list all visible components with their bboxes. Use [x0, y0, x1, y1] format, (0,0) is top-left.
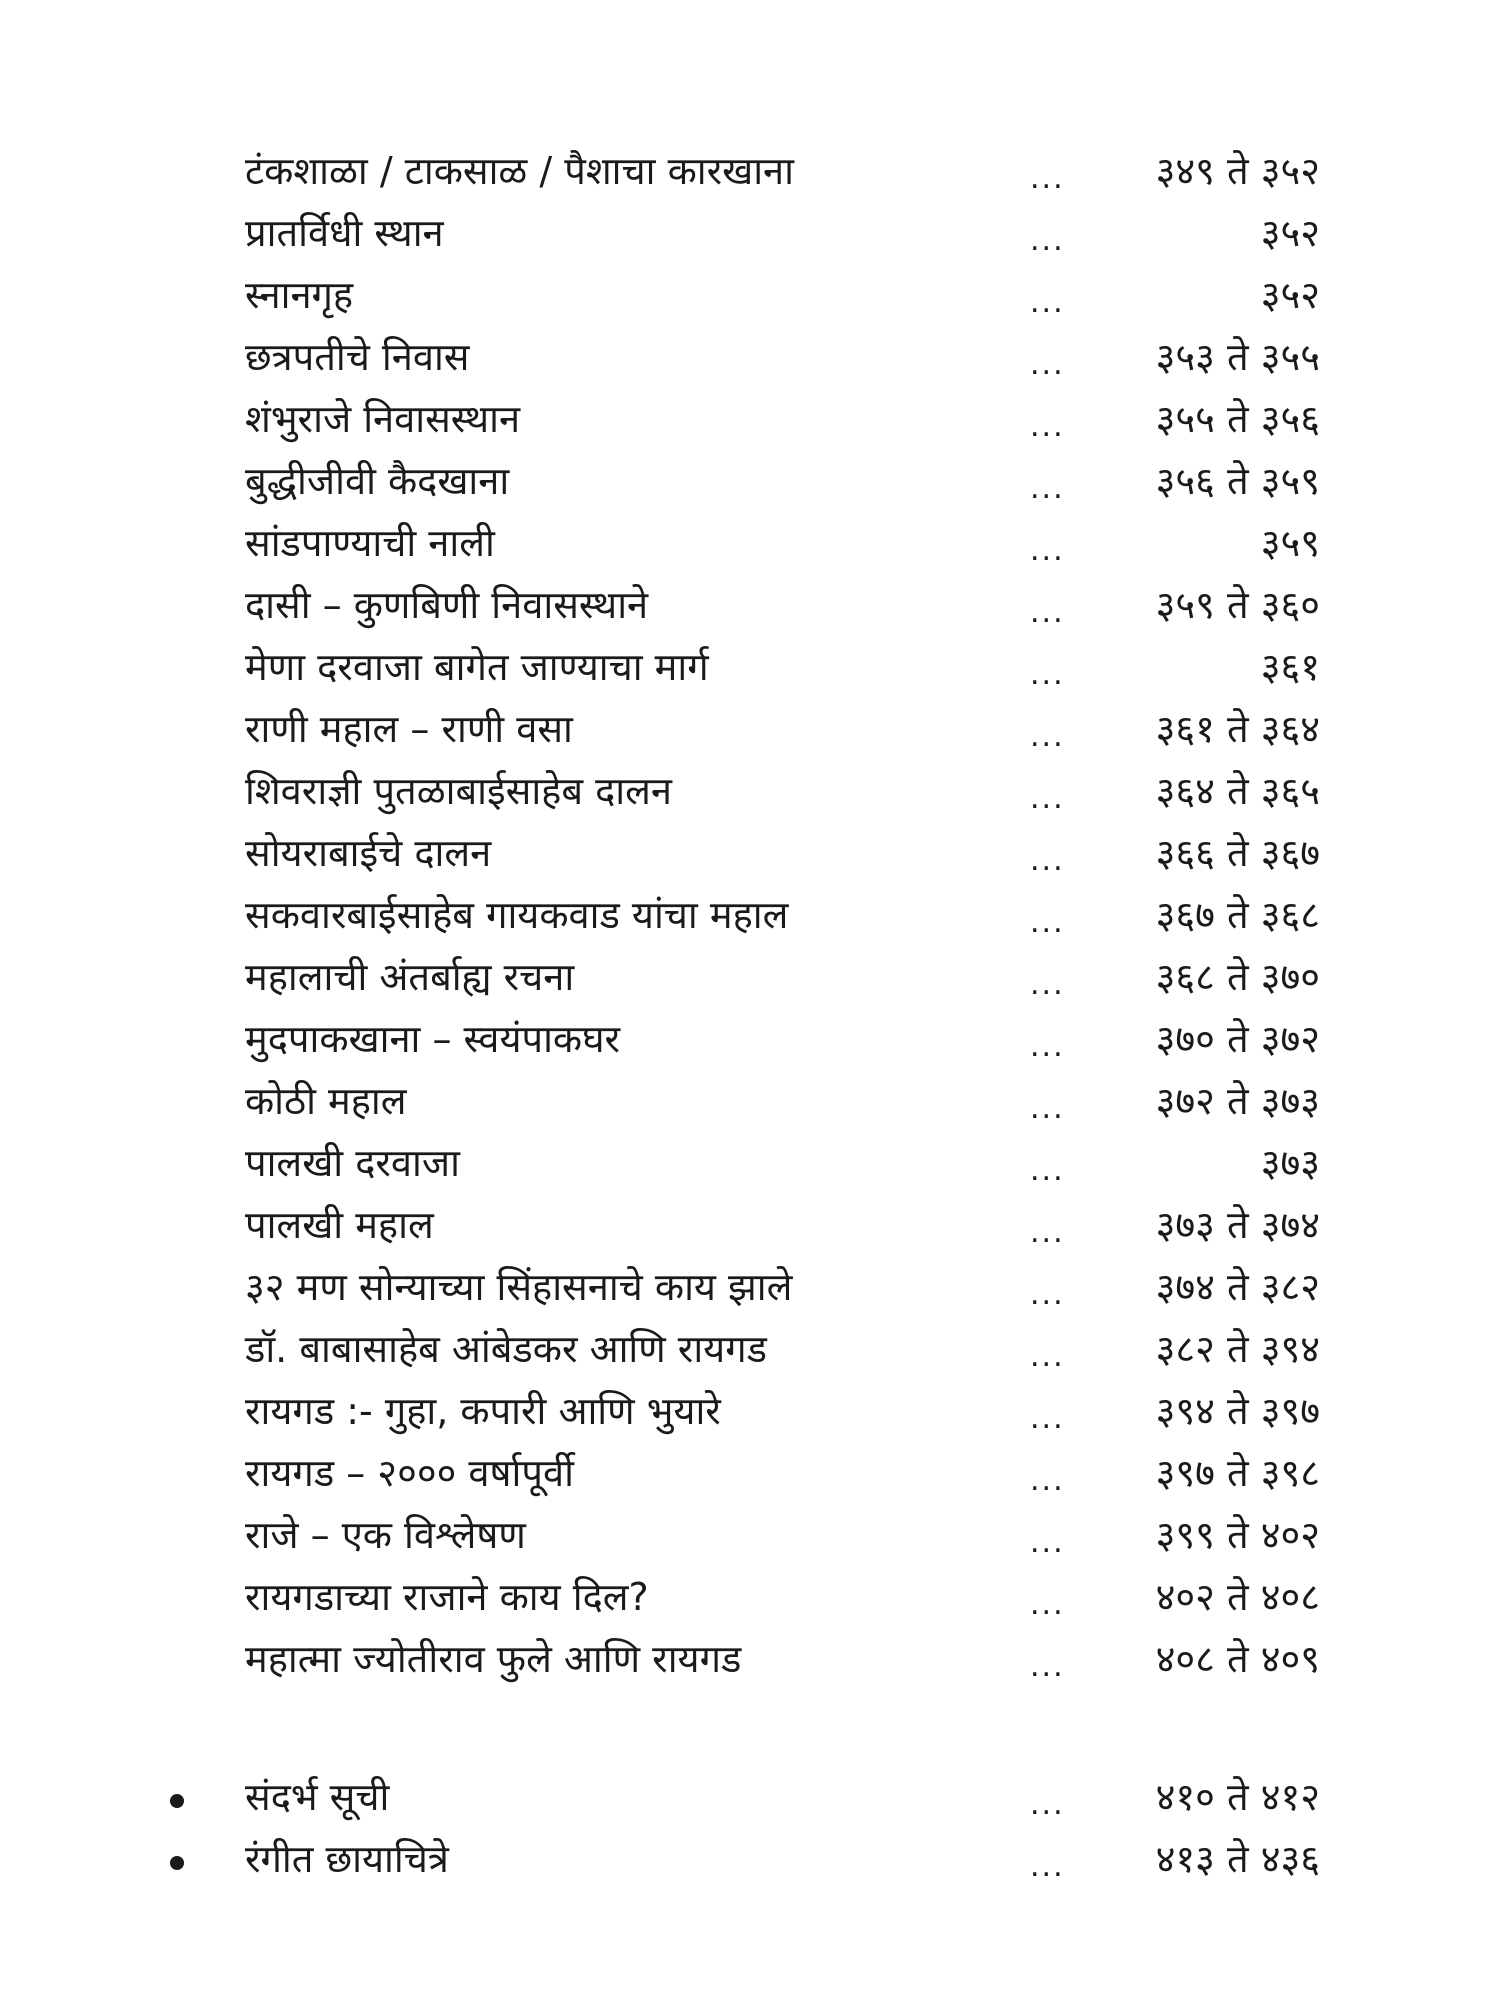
toc-entry	[0, 1566, 1500, 1628]
toc-entry	[0, 760, 1500, 822]
toc-entry	[0, 1380, 1500, 1442]
toc-entry-pages: ४१३ ते ४३६	[1155, 1837, 1320, 1881]
bullet-icon	[170, 1794, 184, 1808]
toc-entry-title: स्नानगृह	[245, 273, 354, 317]
toc-entry	[0, 1318, 1500, 1380]
toc-entry-pages: ३९७ ते ३९८	[1155, 1451, 1320, 1495]
toc-entry	[0, 1256, 1500, 1318]
toc-entry-leader: ...	[1030, 471, 1065, 506]
toc-entry-title: दासी – कुणबिणी निवासस्थाने	[245, 583, 649, 627]
toc-entry-title: डॉ. बाबासाहेब आंबेडकर आणि रायगड	[245, 1327, 767, 1371]
bullet-icon	[170, 1856, 184, 1870]
toc-entry-pages: ३६८ ते ३७०	[1155, 955, 1320, 999]
toc-entry-leader: ...	[1030, 347, 1065, 382]
toc-entry	[0, 326, 1500, 388]
toc-entry	[0, 1442, 1500, 1504]
toc-entry-pages: ३५६ ते ३५९	[1155, 459, 1320, 503]
toc-bullet-entry	[0, 1828, 1500, 1890]
toc-entry-title: शिवराज्ञी पुतळाबाईसाहेब दालन	[245, 769, 672, 813]
toc-entry	[0, 1504, 1500, 1566]
toc-entry	[0, 140, 1500, 202]
toc-entry-leader: ...	[1030, 223, 1065, 258]
toc-entry-leader: ...	[1030, 843, 1065, 878]
toc-entry	[0, 450, 1500, 512]
toc-entry-pages: ३५९ ते ३६०	[1155, 583, 1320, 627]
toc-entry-leader: ...	[1030, 595, 1065, 630]
toc-entry-pages: ३४९ ते ३५२	[1155, 149, 1320, 193]
toc-entry	[0, 822, 1500, 884]
toc-entry-leader: ...	[1030, 1401, 1065, 1436]
toc-entry-title: रंगीत छायाचित्रे	[245, 1837, 449, 1881]
toc-entry-pages: ४०२ ते ४०८	[1155, 1575, 1320, 1619]
toc-entry-title: मुदपाकखाना – स्वयंपाकघर	[245, 1017, 621, 1061]
toc-entry-leader: ...	[1030, 1029, 1065, 1064]
toc-entry	[0, 512, 1500, 574]
toc-entry-title: बुद्धीजीवी कैदखाना	[245, 459, 510, 503]
toc-entry-leader: ...	[1030, 533, 1065, 568]
toc-entry-pages: ३७२ ते ३७३	[1155, 1079, 1320, 1123]
toc-entry-leader: ...	[1030, 161, 1065, 196]
toc-entry-leader: ...	[1030, 1153, 1065, 1188]
toc-entry-leader: ...	[1030, 1787, 1065, 1822]
toc-entry-title: कोठी महाल	[245, 1079, 407, 1123]
toc-entry-leader: ...	[1030, 409, 1065, 444]
toc-entry	[0, 388, 1500, 450]
toc-entry-pages: ३७० ते ३७२	[1155, 1017, 1320, 1061]
toc-entry-leader: ...	[1030, 1649, 1065, 1684]
toc-entry-title: महात्मा ज्योतीराव फुले आणि रायगड	[245, 1637, 742, 1681]
toc-entry-title: छत्रपतीचे निवास	[245, 335, 470, 379]
toc-entry-leader: ...	[1030, 1339, 1065, 1374]
toc-entry-pages: ३६४ ते ३६५	[1155, 769, 1320, 813]
toc-entry-leader: ...	[1030, 1525, 1065, 1560]
toc-entry-leader: ...	[1030, 967, 1065, 1002]
toc-entry-title: टंकशाळा / टाकसाळ / पैशाचा कारखाना	[245, 149, 794, 193]
toc-entry-pages: ३५५ ते ३५६	[1155, 397, 1320, 441]
toc-entry-pages: ३६१ ते ३६४	[1155, 707, 1320, 751]
toc-entry-title: राणी महाल – राणी वसा	[245, 707, 573, 751]
toc-entry	[0, 636, 1500, 698]
toc-entry-pages: ३७३ ते ३७४	[1155, 1203, 1320, 1247]
toc-entry-title: रायगड – २००० वर्षापूर्वी	[245, 1451, 574, 1495]
toc-entry-title: सोयराबाईचे दालन	[245, 831, 492, 875]
toc-entry-title: पालखी महाल	[245, 1203, 434, 1247]
toc-entry-title: राजे – एक विश्लेषण	[245, 1513, 526, 1557]
toc-entry-pages: ३८२ ते ३९४	[1155, 1327, 1320, 1371]
toc-entry-leader: ...	[1030, 657, 1065, 692]
toc-entry-leader: ...	[1030, 1587, 1065, 1622]
toc-entry-title: मेणा दरवाजा बागेत जाण्याचा मार्ग	[245, 645, 709, 689]
toc-entry-pages: ३५९	[1260, 521, 1320, 565]
toc-entry-leader: ...	[1030, 285, 1065, 320]
toc-entry	[0, 1194, 1500, 1256]
toc-entry-leader: ...	[1030, 1277, 1065, 1312]
toc-entry	[0, 1070, 1500, 1132]
toc-entry-title: रायगडाच्या राजाने काय दिल?	[245, 1575, 649, 1619]
toc-entry-title: महालाची अंतर्बाह्य रचना	[245, 955, 575, 999]
toc-entry	[0, 698, 1500, 760]
toc-entry-leader: ...	[1030, 1215, 1065, 1250]
toc-entry-pages: ३७३	[1260, 1141, 1320, 1185]
toc-entry-title: संदर्भ सूची	[245, 1775, 390, 1819]
toc-entry-leader: ...	[1030, 1849, 1065, 1884]
toc-entry	[0, 946, 1500, 1008]
toc-entry-title: सांडपाण्याची नाली	[245, 521, 495, 565]
toc-entry	[0, 264, 1500, 326]
toc-entry-pages: ३९४ ते ३९७	[1155, 1389, 1320, 1433]
toc-entry-leader: ...	[1030, 719, 1065, 754]
toc-entry-pages: ३६७ ते ३६८	[1155, 893, 1320, 937]
toc-entry	[0, 884, 1500, 946]
toc-entry-leader: ...	[1030, 905, 1065, 940]
toc-entry	[0, 1628, 1500, 1690]
toc-entry-pages: ३९९ ते ४०२	[1155, 1513, 1320, 1557]
toc-bullet-entry	[0, 1766, 1500, 1828]
toc-entry-leader: ...	[1030, 781, 1065, 816]
toc-entry-pages: ४०८ ते ४०९	[1155, 1637, 1320, 1681]
toc-entry	[0, 1132, 1500, 1194]
toc-entry-title: प्रातर्विधी स्थान	[245, 211, 444, 255]
toc-entry-title: पालखी दरवाजा	[245, 1141, 460, 1185]
toc-entry-title: रायगड :- गुहा, कपारी आणि भुयारे	[245, 1389, 721, 1433]
toc-entry-leader: ...	[1030, 1463, 1065, 1498]
toc-entry-leader: ...	[1030, 1091, 1065, 1126]
toc-entry-title: ३२ मण सोन्याच्या सिंहासनाचे काय झाले	[245, 1265, 793, 1309]
toc-entry	[0, 1008, 1500, 1070]
toc-entry-pages: ४१० ते ४१२	[1155, 1775, 1320, 1819]
toc-entry-title: शंभुराजे निवासस्थान	[245, 397, 521, 441]
toc-entry-pages: ३५३ ते ३५५	[1155, 335, 1320, 379]
toc-entry-pages: ३५२	[1260, 211, 1320, 255]
toc-entry-pages: ३७४ ते ३८२	[1155, 1265, 1320, 1309]
toc-entry	[0, 574, 1500, 636]
toc-entry-title: सकवारबाईसाहेब गायकवाड यांचा महाल	[245, 893, 789, 937]
toc-entry-pages: ३६१	[1260, 645, 1320, 689]
toc-entry-pages: ३६६ ते ३६७	[1155, 831, 1320, 875]
toc-entry-pages: ३५२	[1260, 273, 1320, 317]
toc-entry	[0, 202, 1500, 264]
